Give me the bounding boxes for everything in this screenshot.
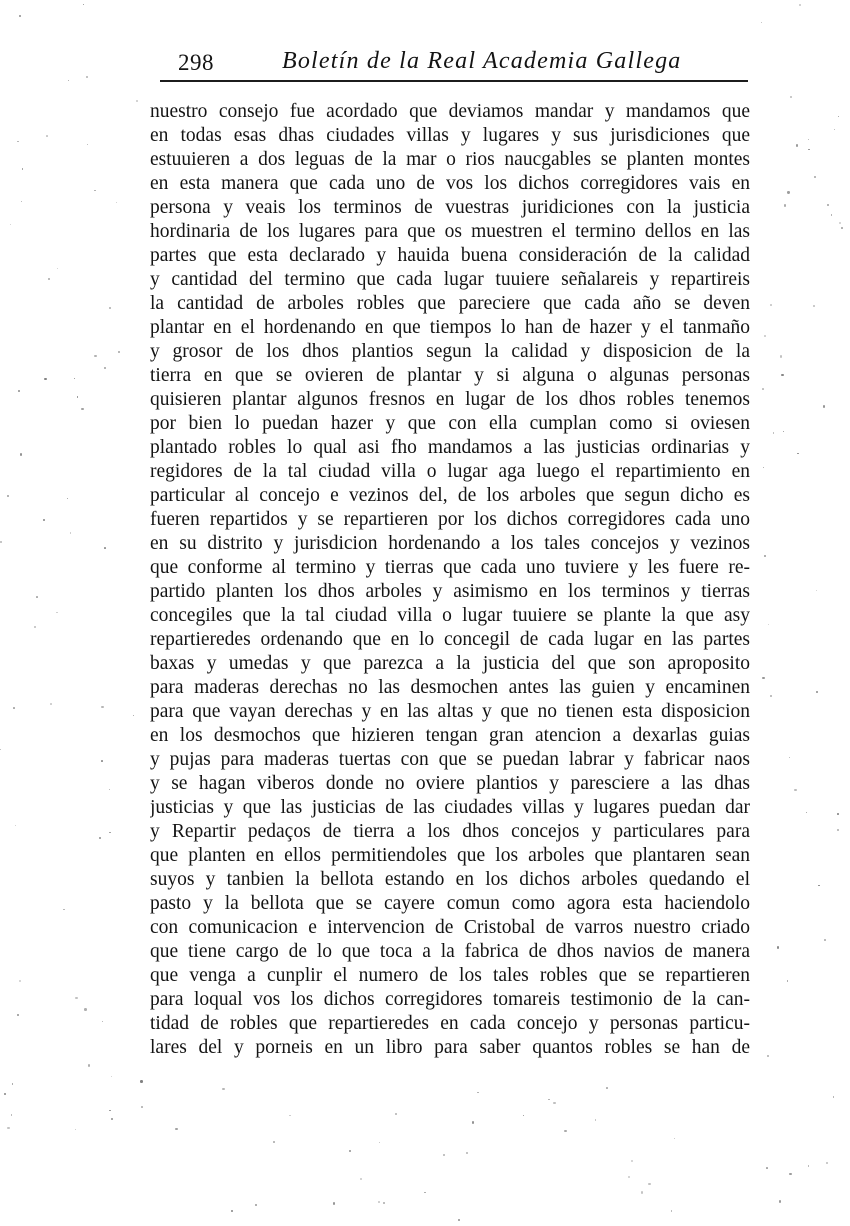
- text-line: que venga a cunplir el numero de los tales robles que se repartieren: [150, 965, 750, 986]
- scan-speck: [11, 1114, 12, 1115]
- scan-speck: [395, 1113, 397, 1115]
- scan-speck: [19, 15, 21, 17]
- scan-speck: [231, 1210, 233, 1212]
- scan-speck: [56, 612, 58, 614]
- scan-speck: [674, 1138, 675, 1139]
- scan-speck: [22, 168, 23, 169]
- scan-speck: [7, 495, 9, 497]
- text-line: que tiene cargo de lo que toca a la fabrica de dhos navios de manera: [150, 941, 750, 962]
- scan-speck: [790, 96, 792, 98]
- text-line: con comunicacion e intervencion de Cristobal de varros nuestro criado: [150, 917, 750, 938]
- text-line: en su distrito y jurisdicion hordenando a los tales concejos y vezinos: [150, 533, 750, 554]
- scan-speck: [222, 1088, 224, 1090]
- scan-speck: [74, 378, 75, 379]
- scan-speck: [21, 201, 22, 202]
- scan-speck: [273, 1141, 275, 1143]
- scan-speck: [111, 1118, 113, 1120]
- text-line: tierra en que se ovieren de plantar y si alguna o algunas personas: [150, 365, 750, 386]
- scan-speck: [787, 191, 789, 193]
- scan-speck: [841, 227, 843, 229]
- scan-speck: [764, 555, 765, 556]
- text-line: en los desmochos que hizieren tengan gran atencion a dexarlas guias: [150, 725, 750, 746]
- text-line: repartieredes ordenando que en lo concegil de cada lugar en las partes: [150, 629, 750, 650]
- scan-speck: [838, 116, 839, 117]
- scan-speck: [141, 1106, 143, 1108]
- scan-speck: [763, 467, 764, 468]
- text-line: concegiles que la tal ciudad villa o lugar tuuiere se plante la que asy: [150, 605, 750, 626]
- scan-speck: [799, 4, 801, 6]
- scan-speck: [109, 1110, 111, 1112]
- scan-speck: [84, 1008, 87, 1011]
- scan-speck: [67, 498, 68, 499]
- text-line: quisieren plantar algunos fresnos en lugar de los dhos robles tenemos: [150, 389, 750, 410]
- scan-speck: [837, 813, 839, 815]
- scan-speck: [94, 190, 96, 192]
- scan-speck: [99, 837, 101, 839]
- scan-speck: [116, 202, 117, 203]
- text-line: que planten en ellos permitiendoles que los arboles que plantaren sean: [150, 845, 750, 866]
- page-number: 298: [178, 50, 214, 75]
- scan-speck: [46, 135, 48, 137]
- scan-speck: [779, 1200, 781, 1202]
- scan-speck: [595, 1119, 597, 1121]
- scan-speck: [383, 1202, 385, 1204]
- scan-speck: [0, 541, 2, 543]
- scan-speck: [826, 1162, 828, 1164]
- text-line: fueren repartidos y se repartieren por los dichos corregidores cada uno: [150, 509, 750, 530]
- scan-speck: [12, 1083, 13, 1084]
- scan-speck: [789, 757, 790, 758]
- text-line: la cantidad de arboles robles que pareciere que cada año se deven: [150, 293, 750, 314]
- scan-speck: [796, 144, 798, 146]
- scan-speck: [831, 214, 833, 216]
- scan-speck: [466, 1152, 468, 1154]
- scan-speck: [48, 278, 50, 280]
- scan-speck: [101, 706, 104, 709]
- body-text: [150, 100, 750, 1060]
- scan-speck: [109, 789, 110, 790]
- scan-speck: [77, 396, 78, 397]
- scan-speck: [87, 144, 88, 145]
- text-line: en esta manera que cada uno de vos los dichos corregidores vais en: [150, 173, 750, 194]
- scan-speck: [104, 547, 106, 549]
- scan-speck: [789, 1173, 791, 1175]
- scan-speck: [63, 909, 64, 910]
- scan-speck: [766, 1167, 768, 1169]
- scan-speck: [770, 304, 772, 306]
- running-title: Boletín de la Real Academia Gallega: [282, 48, 682, 74]
- text-line: baxas y umedas y que parezca a la justicia del que son aproposito: [150, 653, 750, 674]
- scan-speck: [770, 695, 772, 697]
- scan-speck: [7, 1127, 10, 1130]
- scan-speck: [823, 405, 825, 407]
- scan-speck: [378, 1201, 380, 1203]
- scan-speck: [18, 390, 20, 392]
- text-line: en todas esas dhas ciudades villas y lugares y sus jurisdiciones que: [150, 125, 750, 146]
- scan-speck: [349, 1150, 351, 1152]
- scan-speck: [333, 1202, 335, 1204]
- text-line: plantar en el hordenando en que tiempos lo han de hazer y el tanmaño: [150, 317, 750, 338]
- text-line: regidores de la tal ciudad villa o lugar aga luego el repartimiento en: [150, 461, 750, 482]
- scan-speck: [101, 760, 103, 762]
- scan-speck: [50, 703, 52, 705]
- text-line: nuestro consejo fue acordado que deviamos mandar y mandamos que: [150, 101, 750, 122]
- scan-speck: [255, 1204, 257, 1206]
- scan-speck: [109, 832, 110, 833]
- scan-speck: [780, 355, 782, 357]
- text-line: para loqual vos los dichos corregidores tomareis testimonio de la can-: [150, 989, 750, 1010]
- scan-speck: [118, 351, 120, 353]
- text-line: estuuieren a dos leguas de la mar o rios naucgables se planten montes: [150, 149, 750, 170]
- scan-speck: [75, 997, 77, 999]
- scan-speck: [19, 980, 21, 982]
- scan-speck: [837, 829, 839, 831]
- page-header: [160, 40, 752, 84]
- scan-speck: [44, 378, 46, 380]
- scan-speck: [140, 1080, 142, 1082]
- scan-speck: [472, 1121, 474, 1123]
- text-line: hordinaria de los lugares para que os muestren el termino dellos en las: [150, 221, 750, 242]
- scan-speck: [787, 980, 789, 982]
- scan-speck: [57, 268, 59, 270]
- scan-speck: [816, 590, 817, 591]
- scan-speck: [818, 885, 819, 886]
- scan-speck: [94, 355, 96, 357]
- scan-speck: [641, 1191, 643, 1193]
- text-line: para maderas derechas no las desmochen antes las guien y encaminen: [150, 677, 750, 698]
- scan-speck: [36, 596, 38, 598]
- scan-speck: [628, 1176, 630, 1178]
- text-line: suyos y tanbien la bellota estando en los dichos arboles quedando el: [150, 869, 750, 890]
- scan-speck: [764, 335, 766, 337]
- scan-speck: [379, 1142, 380, 1143]
- scan-speck: [13, 707, 15, 709]
- scan-speck: [631, 1160, 633, 1162]
- scan-speck: [109, 307, 111, 309]
- scan-speck: [4, 1093, 6, 1095]
- scan-speck: [833, 1096, 835, 1098]
- scan-speck: [133, 715, 134, 716]
- scan-speck: [443, 1154, 445, 1156]
- scan-speck: [806, 812, 807, 813]
- scan-speck: [0, 749, 1, 750]
- scan-speck: [68, 80, 69, 81]
- header-rule: [160, 80, 748, 82]
- scan-speck: [104, 367, 106, 369]
- scan-speck: [34, 626, 36, 628]
- scan-speck: [767, 1055, 769, 1057]
- scan-speck: [111, 1076, 112, 1077]
- scan-speck: [88, 1064, 91, 1067]
- text-line: tidad de robles que repartieredes en cada concejo y personas particu-: [150, 1013, 750, 1034]
- scan-speck: [797, 453, 799, 455]
- scan-speck: [17, 141, 18, 142]
- scan-speck: [606, 1087, 608, 1089]
- scan-speck: [70, 532, 72, 534]
- scan-speck: [762, 388, 764, 390]
- scan-speck: [814, 176, 816, 178]
- text-line: por bien lo puedan hazer y que con ella cumplan como si oviesen: [150, 413, 750, 434]
- scan-speck: [175, 1128, 177, 1130]
- scan-speck: [762, 677, 764, 679]
- scan-speck: [289, 1115, 290, 1116]
- scan-speck: [477, 1092, 478, 1093]
- text-line: justicias y que las justicias de las ciudades villas y lugares puedan dar: [150, 797, 750, 818]
- text-line: que conforme al termino y tierras que cada uno tuviere y les fuere re-: [150, 557, 750, 578]
- scan-speck: [648, 1183, 650, 1185]
- text-line: y grosor de los dhos plantios segun la calidad y disposicion de la: [150, 341, 750, 362]
- scan-speck: [834, 129, 836, 131]
- text-line: y Repartir pedaços de tierra a los dhos concejos y particulares para: [150, 821, 750, 842]
- scan-speck: [136, 100, 138, 102]
- scan-speck: [827, 204, 829, 206]
- scan-speck: [102, 1021, 103, 1022]
- scan-speck: [43, 519, 45, 521]
- scan-speck: [523, 1115, 524, 1116]
- text-line: partes que esta declarado y hauida buena consideración de la calidad: [150, 245, 750, 266]
- scan-speck: [83, 4, 84, 5]
- scan-speck: [777, 946, 779, 948]
- scan-speck: [794, 789, 796, 791]
- scan-speck: [773, 432, 774, 433]
- scan-speck: [548, 1099, 549, 1100]
- scan-speck: [458, 1219, 460, 1221]
- scan-speck: [768, 624, 769, 625]
- text-line: pasto y la bellota que se cayere comun como agora esta haciendolo: [150, 893, 750, 914]
- scan-speck: [15, 825, 16, 826]
- text-line: y cantidad del termino que cada lugar tuuiere señalareis y repartireis: [150, 269, 750, 290]
- scan-speck: [783, 431, 784, 432]
- text-line: persona y veais los terminos de vuestras juridiciones con la justicia: [150, 197, 750, 218]
- scan-speck: [784, 204, 787, 207]
- scan-speck: [553, 1102, 555, 1104]
- scan-speck: [20, 453, 22, 455]
- text-line: para que vayan derechas y en las altas y que no tienen esta disposicion: [150, 701, 750, 722]
- text-line: lares del y porneis en un libro para saber quantos robles se han de: [150, 1037, 750, 1058]
- scan-speck: [424, 1192, 426, 1194]
- scan-speck: [761, 22, 762, 23]
- scan-speck: [17, 1014, 19, 1016]
- scan-speck: [10, 224, 11, 225]
- scan-speck: [816, 691, 818, 693]
- scan-speck: [75, 1129, 76, 1130]
- scan-speck: [671, 1210, 672, 1211]
- scan-speck: [824, 939, 826, 941]
- scan-speck: [360, 1178, 362, 1180]
- scan-speck: [813, 305, 815, 307]
- scan-speck: [81, 408, 83, 410]
- scan-speck: [86, 76, 88, 78]
- text-line: plantado robles lo qual asi fho mandamos a las justicias ordinarias y: [150, 437, 750, 458]
- scan-speck: [839, 222, 841, 224]
- scan-speck: [781, 374, 783, 376]
- text-line: particular al concejo e vezinos del, de los arboles que segun dicho es: [150, 485, 750, 506]
- scan-speck: [808, 1165, 810, 1167]
- scan-speck: [808, 149, 810, 151]
- text-line: y se hagan viberos donde no oviere plantios y paresciere a las dhas: [150, 773, 750, 794]
- text-line: partido planten los dhos arboles y asimismo en los terminos y tierras: [150, 581, 750, 602]
- scan-speck: [564, 1130, 566, 1132]
- text-line: y pujas para maderas tuertas con que se puedan labrar y fabricar naos: [150, 749, 750, 770]
- scan-speck: [808, 139, 809, 140]
